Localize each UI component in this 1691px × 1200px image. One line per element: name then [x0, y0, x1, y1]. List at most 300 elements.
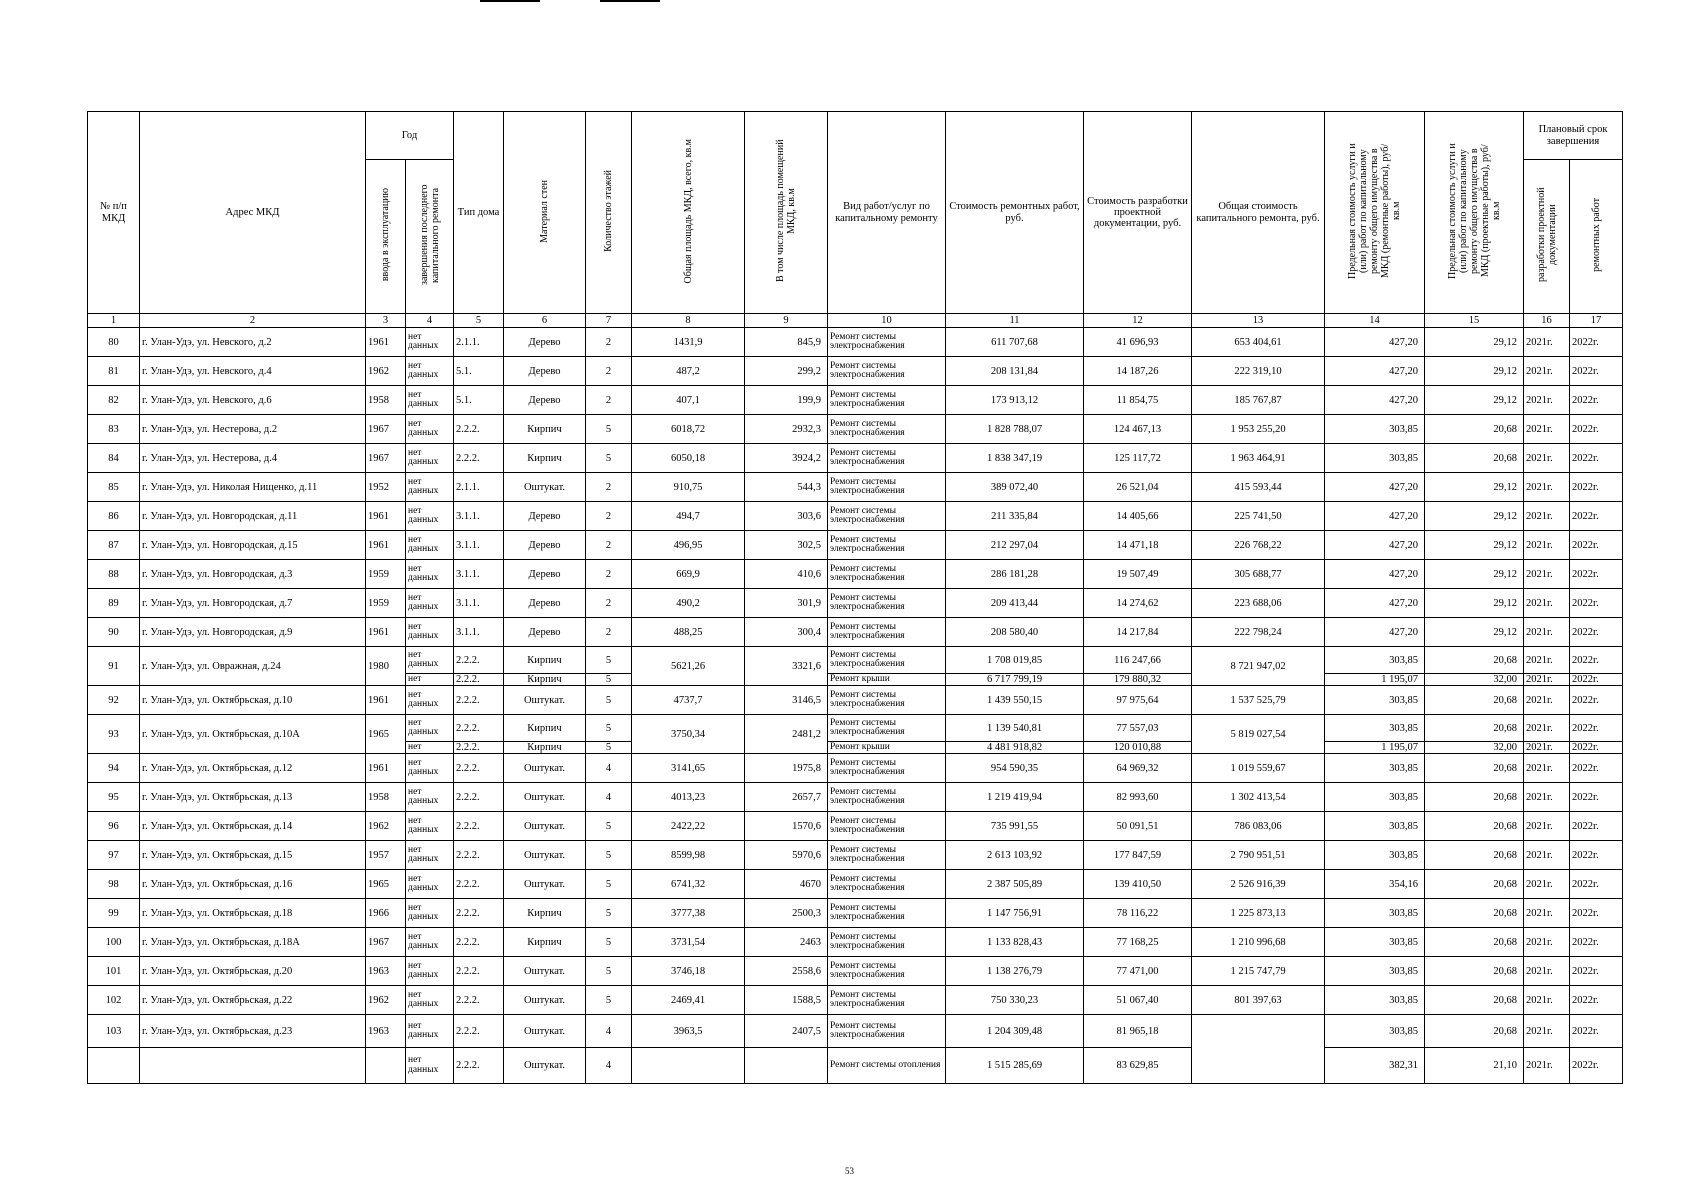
cell-t17: 2022г.: [1570, 986, 1623, 1015]
cell-work: Ремонт системы электроснабжения: [828, 1015, 946, 1048]
cell-c12: 97 975,64: [1084, 686, 1192, 715]
cell-mat: Оштукат.: [504, 812, 586, 841]
cell-area2: 301,9: [745, 589, 828, 618]
cell-t17: 2022г.: [1570, 783, 1623, 812]
cell-c11: 4 481 918,82: [946, 742, 1084, 754]
cell-area: 4737,7: [632, 686, 745, 715]
cell-c15: 20,68: [1425, 841, 1524, 870]
cell-fl: 5: [586, 444, 632, 473]
cell-c13: 1 210 996,68: [1192, 928, 1325, 957]
cell-c13: 226 768,22: [1192, 531, 1325, 560]
cell-mat: Кирпич: [504, 415, 586, 444]
cell-type: 3.1.1.: [454, 531, 504, 560]
cell-c15: 20,68: [1425, 647, 1524, 674]
cell-work: Ремонт системы электроснабжения: [828, 502, 946, 531]
table-subrow: [88, 1048, 1623, 1084]
cell-c15: 20,68: [1425, 783, 1524, 812]
cell-fl: 5: [586, 841, 632, 870]
cell-work: Ремонт системы электроснабжения: [828, 473, 946, 502]
cell-addr: г. Улан-Удэ, ул. Новгородская, д.11: [140, 502, 366, 531]
cell-c13: 1 215 747,79: [1192, 957, 1325, 986]
cell-area: 2469,41: [632, 986, 745, 1015]
cell-c14: 303,85: [1325, 928, 1425, 957]
cell-type: 2.2.2.: [454, 754, 504, 783]
table-row: [88, 502, 1623, 531]
cell-c13: 222 319,10: [1192, 357, 1325, 386]
header-row-1: [88, 112, 1623, 160]
cell-c13: 223 688,06: [1192, 589, 1325, 618]
cell-t16: 2021г.: [1524, 754, 1570, 783]
cell-c14: 427,20: [1325, 328, 1425, 357]
cell-t17: 2022г.: [1570, 357, 1623, 386]
cell-c15: 20,68: [1425, 686, 1524, 715]
cell-c15: 20,68: [1425, 754, 1524, 783]
cell-type: 2.2.2.: [454, 415, 504, 444]
hdr-term-group: Плановый срок завершения: [1524, 112, 1623, 160]
cell-addr: г. Улан-Удэ, ул. Николая Нищенко, д.11: [140, 473, 366, 502]
cell-c14: 303,85: [1325, 783, 1425, 812]
table-row: [88, 841, 1623, 870]
cell-fl: 5: [586, 715, 632, 742]
table-row: [88, 647, 1623, 674]
cell-mat: Оштукат.: [504, 686, 586, 715]
cell-c14: 303,85: [1325, 986, 1425, 1015]
cell-fl: 5: [586, 674, 632, 686]
cell-work: Ремонт системы электроснабжения: [828, 812, 946, 841]
cell-addr: г. Улан-Удэ, ул. Октябрьская, д.10А: [140, 715, 366, 754]
cell-t16: 2021г.: [1524, 560, 1570, 589]
cell-c13: 415 593,44: [1192, 473, 1325, 502]
cell-t17: 2022г.: [1570, 957, 1623, 986]
cell-area: 669,9: [632, 560, 745, 589]
cell-y1: 1967: [366, 415, 406, 444]
cell-fl: 4: [586, 783, 632, 812]
cell-area: 4013,23: [632, 783, 745, 812]
cell-c11: 173 913,12: [946, 386, 1084, 415]
cell-mat: Дерево: [504, 357, 586, 386]
cell-c11: 1 138 276,79: [946, 957, 1084, 986]
cell-t17: 2022г.: [1570, 647, 1623, 674]
cell-mat: Дерево: [504, 560, 586, 589]
cell-c11: 389 072,40: [946, 473, 1084, 502]
cell-y2: нет данных: [406, 357, 454, 386]
cell-area2: 4670: [745, 870, 828, 899]
cell-c14: 303,85: [1325, 1015, 1425, 1048]
cell-y1: 1958: [366, 783, 406, 812]
hdr-total-area: Общая площадь МКД, всего, кв.м: [632, 112, 745, 314]
cell-mat: Кирпич: [504, 928, 586, 957]
cell-work: Ремонт системы электроснабжения: [828, 444, 946, 473]
hdr-year-group: Год: [366, 112, 454, 160]
cell-area: 1431,9: [632, 328, 745, 357]
cell-c11: 735 991,55: [946, 812, 1084, 841]
cell-n: 89: [88, 589, 140, 618]
cell-t16: 2021г.: [1524, 715, 1570, 742]
cell-t16: 2021г.: [1524, 957, 1570, 986]
cell-area: 494,7: [632, 502, 745, 531]
cell-y1: 1952: [366, 473, 406, 502]
cell-fl: 2: [586, 386, 632, 415]
cell-mat: Кирпич: [504, 899, 586, 928]
cell-fl: 4: [586, 1015, 632, 1048]
cell-fl: 2: [586, 589, 632, 618]
cell-area: 488,25: [632, 618, 745, 647]
cell-area: 6050,18: [632, 444, 745, 473]
cell-mat: Оштукат.: [504, 841, 586, 870]
cell-area: 3963,5: [632, 1015, 745, 1048]
cell-mat: Оштукат.: [504, 754, 586, 783]
cell-area2: 410,6: [745, 560, 828, 589]
cell-c12: 177 847,59: [1084, 841, 1192, 870]
cell-addr: г. Улан-Удэ, ул. Новгородская, д.7: [140, 589, 366, 618]
table-row: [88, 618, 1623, 647]
cell-15: 16: [1524, 314, 1570, 328]
cell-y2: нет: [406, 742, 454, 754]
cell-work: Ремонт системы электроснабжения: [828, 870, 946, 899]
cell-c14: 303,85: [1325, 415, 1425, 444]
hdr-total-cost: Общая стоимость капитального ремонта, руб.: [1192, 112, 1325, 314]
cell-mat: Кирпич: [504, 444, 586, 473]
cell-type: 5.1.: [454, 357, 504, 386]
cell-area: 910,75: [632, 473, 745, 502]
cell-t17: 2022г.: [1570, 742, 1623, 754]
cell-type: 2.2.2.: [454, 742, 504, 754]
cell-c12: 11 854,75: [1084, 386, 1192, 415]
cell-c11: 208 131,84: [946, 357, 1084, 386]
cell-fl: 2: [586, 357, 632, 386]
cell-empty: [366, 1048, 406, 1084]
cell-c12: 125 117,72: [1084, 444, 1192, 473]
cell-y2: нет данных: [406, 560, 454, 589]
cell-work: Ремонт системы электроснабжения: [828, 328, 946, 357]
table-row: [88, 444, 1623, 473]
cell-c12: 14 217,84: [1084, 618, 1192, 647]
cell-area2: 2407,5: [745, 1015, 828, 1048]
cell-c11: 1 139 540,81: [946, 715, 1084, 742]
cell-y2: нет данных: [406, 957, 454, 986]
cell-y1: 1963: [366, 957, 406, 986]
cell-n: 94: [88, 754, 140, 783]
repair-register-table: [87, 111, 1623, 1084]
cell-area2: 302,5: [745, 531, 828, 560]
cell-area: 3746,18: [632, 957, 745, 986]
cell-y1: 1965: [366, 870, 406, 899]
cell-c11: 1 838 347,19: [946, 444, 1084, 473]
cell-c11: 1 515 285,69: [946, 1048, 1084, 1084]
cell-y2: нет данных: [406, 1048, 454, 1084]
cell-addr: г. Улан-Удэ, ул. Овражная, д.24: [140, 647, 366, 686]
cell-c14: 303,85: [1325, 754, 1425, 783]
cell-area2: 303,6: [745, 502, 828, 531]
table-row: [88, 415, 1623, 444]
cell-work: Ремонт системы электроснабжения: [828, 386, 946, 415]
cell-mat: Дерево: [504, 589, 586, 618]
cell-c12: 51 067,40: [1084, 986, 1192, 1015]
hdr-house-type: Тип дома: [454, 112, 504, 314]
cell-c12: 26 521,04: [1084, 473, 1192, 502]
cell-t17: 2022г.: [1570, 715, 1623, 742]
cell-c12: 14 187,26: [1084, 357, 1192, 386]
cell-c12: 19 507,49: [1084, 560, 1192, 589]
cell-fl: 2: [586, 618, 632, 647]
cell-y2: нет данных: [406, 444, 454, 473]
cell-c15: 32,00: [1425, 674, 1524, 686]
cell-addr: г. Улан-Удэ, ул. Октябрьская, д.13: [140, 783, 366, 812]
table-row: [88, 754, 1623, 783]
cell-c15: 20,68: [1425, 444, 1524, 473]
cell-1: 2: [140, 314, 366, 328]
cell-c14: 427,20: [1325, 473, 1425, 502]
cell-c14: 1 195,07: [1325, 674, 1425, 686]
table-row: [88, 957, 1623, 986]
cell-addr: г. Улан-Удэ, ул. Октябрьская, д.16: [140, 870, 366, 899]
cell-c14: 382,31: [1325, 1048, 1425, 1084]
cell-c12: 179 880,32: [1084, 674, 1192, 686]
cell-c14: 427,20: [1325, 589, 1425, 618]
table-row: [88, 531, 1623, 560]
cell-fl: 4: [586, 754, 632, 783]
cell-t16: 2021г.: [1524, 328, 1570, 357]
hdr-floors: Количество этажей: [586, 112, 632, 314]
cell-fl: 2: [586, 473, 632, 502]
cell-c13: 786 083,06: [1192, 812, 1325, 841]
cell-y2: нет данных: [406, 386, 454, 415]
cell-8: 9: [745, 314, 828, 328]
cell-n: 92: [88, 686, 140, 715]
cell-y2: нет данных: [406, 715, 454, 742]
cell-type: 2.2.2.: [454, 783, 504, 812]
cell-mat: Оштукат.: [504, 986, 586, 1015]
cell-area2: 2463: [745, 928, 828, 957]
cell-t16: 2021г.: [1524, 502, 1570, 531]
table-row: [88, 1015, 1623, 1048]
cell-work: Ремонт системы электроснабжения: [828, 841, 946, 870]
hdr-limit-design: Предельная стоимость услуги и (или) работ по капитальному ремонту общего имущества в МКД (проектные работы), руб/кв.м: [1425, 112, 1524, 314]
cell-c11: 286 181,28: [946, 560, 1084, 589]
cell-n: 99: [88, 899, 140, 928]
cell-fl: 5: [586, 957, 632, 986]
cell-c15: 29,12: [1425, 473, 1524, 502]
cell-area: 496,95: [632, 531, 745, 560]
cell-area2: 3321,6: [745, 647, 828, 686]
cell-work: Ремонт системы электроснабжения: [828, 415, 946, 444]
cell-c14: 303,85: [1325, 841, 1425, 870]
cell-c15: 20,68: [1425, 957, 1524, 986]
cell-work: Ремонт системы электроснабжения: [828, 531, 946, 560]
cell-c15: 29,12: [1425, 357, 1524, 386]
cell-y1: 1961: [366, 754, 406, 783]
cell-mat: Оштукат.: [504, 870, 586, 899]
cell-work: Ремонт системы отопления: [828, 1048, 946, 1084]
cell-t17: 2022г.: [1570, 589, 1623, 618]
cell-work: Ремонт системы электроснабжения: [828, 686, 946, 715]
cell-t17: 2022г.: [1570, 328, 1623, 357]
cell-work: Ремонт системы электроснабжения: [828, 647, 946, 674]
cell-t16: 2021г.: [1524, 415, 1570, 444]
cell-c12: 82 993,60: [1084, 783, 1192, 812]
cell-type: 2.2.2.: [454, 444, 504, 473]
cell-4: 5: [454, 314, 504, 328]
cell-type: 2.2.2.: [454, 715, 504, 742]
cell-addr: г. Улан-Удэ, ул. Октябрьская, д.14: [140, 812, 366, 841]
cell-type: 2.2.2.: [454, 686, 504, 715]
hdr-work-type: Вид работ/услуг по капитальному ремонту: [828, 112, 946, 314]
cell-t16: 2021г.: [1524, 841, 1570, 870]
cell-n: 82: [88, 386, 140, 415]
hdr-wall-material: Материал стен: [504, 112, 586, 314]
cell-addr: г. Улан-Удэ, ул. Октябрьская, д.22: [140, 986, 366, 1015]
cell-fl: 5: [586, 647, 632, 674]
cell-c11: 211 335,84: [946, 502, 1084, 531]
cell-area2: 1975,8: [745, 754, 828, 783]
cell-y1: 1961: [366, 531, 406, 560]
cell-t16: 2021г.: [1524, 386, 1570, 415]
cell-y2: нет данных: [406, 812, 454, 841]
cell-c11: 1 219 419,94: [946, 783, 1084, 812]
cell-addr: г. Улан-Удэ, ул. Октябрьская, д.12: [140, 754, 366, 783]
cell-c12: 78 116,22: [1084, 899, 1192, 928]
cell-c15: 20,68: [1425, 812, 1524, 841]
cell-empty: [140, 1048, 366, 1084]
cell-0: 1: [88, 314, 140, 328]
cell-t16: 2021г.: [1524, 589, 1570, 618]
hdr-limit-repair: Предельная стоимость услуги и (или) работ по капитальному ремонту общего имущества в МКД (ремонтные работы), руб/кв.м: [1325, 112, 1425, 314]
cell-type: 2.1.1.: [454, 328, 504, 357]
cell-c14: 427,20: [1325, 502, 1425, 531]
cell-type: 2.2.2.: [454, 841, 504, 870]
cell-t16: 2021г.: [1524, 1048, 1570, 1084]
hdr-commission-year: ввода в эксплуатацию: [366, 160, 406, 314]
cell-addr: г. Улан-Удэ, ул. Октябрьская, д.20: [140, 957, 366, 986]
cell-13: 14: [1325, 314, 1425, 328]
cell-fl: 2: [586, 502, 632, 531]
cell-c11: 1 439 550,15: [946, 686, 1084, 715]
cell-mat: Кирпич: [504, 674, 586, 686]
cell-y2: нет данных: [406, 328, 454, 357]
cell-c12: 124 467,13: [1084, 415, 1192, 444]
cell-c12: 41 696,93: [1084, 328, 1192, 357]
cell-area2: 2932,3: [745, 415, 828, 444]
cell-work: Ремонт системы электроснабжения: [828, 560, 946, 589]
cell-c12: 83 629,85: [1084, 1048, 1192, 1084]
cell-n: 91: [88, 647, 140, 686]
cell-fl: 5: [586, 742, 632, 754]
cell-empty: [745, 1048, 828, 1084]
hdr-number: № п/п МКД: [88, 112, 140, 314]
cell-area2: 3924,2: [745, 444, 828, 473]
cell-c11: 2 613 103,92: [946, 841, 1084, 870]
cell-c11: 1 147 756,91: [946, 899, 1084, 928]
cell-c12: 77 471,00: [1084, 957, 1192, 986]
cell-y1: 1962: [366, 812, 406, 841]
cell-type: 2.2.2.: [454, 674, 504, 686]
cell-n: 86: [88, 502, 140, 531]
cell-c13: 8 721 947,02: [1192, 647, 1325, 686]
cell-work: Ремонт системы электроснабжения: [828, 357, 946, 386]
cell-y1: 1961: [366, 502, 406, 531]
cell-empty: [632, 1048, 745, 1084]
cell-mat: Оштукат.: [504, 473, 586, 502]
cell-type: 2.2.2.: [454, 1015, 504, 1048]
cell-area2: 845,9: [745, 328, 828, 357]
cell-addr: г. Улан-Удэ, ул. Октябрьская, д.23: [140, 1015, 366, 1048]
cell-c15: 29,12: [1425, 386, 1524, 415]
cell-t16: 2021г.: [1524, 647, 1570, 674]
cell-c11: 954 590,35: [946, 754, 1084, 783]
cell-fl: 2: [586, 560, 632, 589]
cell-c11: 212 297,04: [946, 531, 1084, 560]
cell-5: 6: [504, 314, 586, 328]
cell-c11: 1 708 019,85: [946, 647, 1084, 674]
cell-t17: 2022г.: [1570, 473, 1623, 502]
cell-addr: г. Улан-Удэ, ул. Невского, д.2: [140, 328, 366, 357]
cell-7: 8: [632, 314, 745, 328]
cell-c11: 1 204 309,48: [946, 1015, 1084, 1048]
cell-t16: 2021г.: [1524, 674, 1570, 686]
cell-y2: нет данных: [406, 502, 454, 531]
cell-addr: г. Улан-Удэ, ул. Нестерова, д.4: [140, 444, 366, 473]
cell-9: 10: [828, 314, 946, 328]
cell-area2: 199,9: [745, 386, 828, 415]
cell-fl: 5: [586, 899, 632, 928]
cell-fl: 2: [586, 531, 632, 560]
cell-work: Ремонт системы электроснабжения: [828, 899, 946, 928]
cell-type: 3.1.1.: [454, 502, 504, 531]
cell-work: Ремонт системы электроснабжения: [828, 589, 946, 618]
cell-t17: 2022г.: [1570, 812, 1623, 841]
cell-c13: 2 526 916,39: [1192, 870, 1325, 899]
cell-c13: 653 404,61: [1192, 328, 1325, 357]
cell-c12: 77 557,03: [1084, 715, 1192, 742]
cell-mat: Оштукат.: [504, 1048, 586, 1084]
cell-c12: 116 247,66: [1084, 647, 1192, 674]
cell-type: 3.1.1.: [454, 560, 504, 589]
cell-c15: 20,68: [1425, 415, 1524, 444]
cell-type: 2.2.2.: [454, 928, 504, 957]
cell-type: 2.2.2.: [454, 812, 504, 841]
cell-c13: 1 963 464,91: [1192, 444, 1325, 473]
cell-c12: 139 410,50: [1084, 870, 1192, 899]
cell-area: 3777,38: [632, 899, 745, 928]
cell-t16: 2021г.: [1524, 899, 1570, 928]
cell-fl: 4: [586, 1048, 632, 1084]
cell-t16: 2021г.: [1524, 357, 1570, 386]
cell-c15: 20,68: [1425, 986, 1524, 1015]
cell-mat: Дерево: [504, 386, 586, 415]
cell-work: Ремонт системы электроснабжения: [828, 715, 946, 742]
cell-addr: г. Улан-Удэ, ул. Невского, д.4: [140, 357, 366, 386]
cell-type: 3.1.1.: [454, 589, 504, 618]
cell-work: Ремонт крыши: [828, 674, 946, 686]
cell-area: 8599,98: [632, 841, 745, 870]
cell-y2: нет данных: [406, 531, 454, 560]
cell-t17: 2022г.: [1570, 502, 1623, 531]
cell-n: 96: [88, 812, 140, 841]
cell-n: 95: [88, 783, 140, 812]
cell-c12: 14 471,18: [1084, 531, 1192, 560]
cell-t16: 2021г.: [1524, 1015, 1570, 1048]
cell-y2: нет данных: [406, 1015, 454, 1048]
table-row: [88, 589, 1623, 618]
cell-fl: 5: [586, 686, 632, 715]
cell-c15: 29,12: [1425, 502, 1524, 531]
cell-c14: 303,85: [1325, 715, 1425, 742]
table-row: [88, 386, 1623, 415]
cell-work: Ремонт системы электроснабжения: [828, 754, 946, 783]
cell-t17: 2022г.: [1570, 674, 1623, 686]
table-row: [88, 986, 1623, 1015]
cell-y1: 1961: [366, 686, 406, 715]
